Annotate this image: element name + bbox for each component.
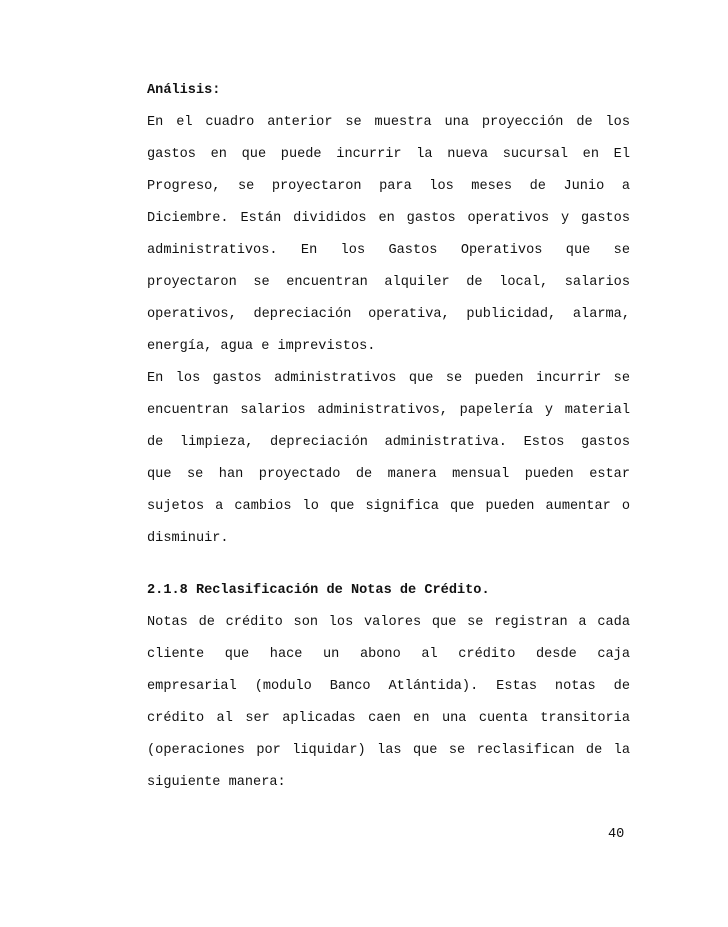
paragraph-line: encuentran salarios administrativos, papelería y material xyxy=(147,403,630,418)
paragraph-line: En el cuadro anterior se muestra una proyección de los xyxy=(147,115,630,130)
paragraph-line: (operaciones por liquidar) las que se reclasifican de la xyxy=(147,743,630,758)
analysis-heading: Análisis: xyxy=(147,83,221,98)
paragraph-line: crédito al ser aplicadas caen en una cuenta transitoria xyxy=(147,711,630,726)
paragraph-line: proyectaron se encuentran alquiler de local, salarios xyxy=(147,275,630,290)
paragraph-line: siguiente manera: xyxy=(147,775,286,790)
paragraph-line: Notas de crédito son los valores que se registran a cada xyxy=(147,615,630,630)
paragraph-line: de limpieza, depreciación administrativa. Estos gastos xyxy=(147,435,630,450)
paragraph-line: En los gastos administrativos que se pueden incurrir se xyxy=(147,371,630,386)
paragraph-line: disminuir. xyxy=(147,531,229,546)
paragraph-line: empresarial (modulo Banco Atlántida). Estas notas de xyxy=(147,679,630,694)
paragraph-line: cliente que hace un abono al crédito desde caja xyxy=(147,647,630,662)
paragraph-line: operativos, depreciación operativa, publicidad, alarma, xyxy=(147,307,630,322)
paragraph-line: Progreso, se proyectaron para los meses de Junio a xyxy=(147,179,630,194)
paragraph-line: administrativos. En los Gastos Operativos que se xyxy=(147,243,630,258)
paragraph-line: gastos en que puede incurrir la nueva sucursal en El xyxy=(147,147,630,162)
page-number: 40 xyxy=(608,827,625,842)
paragraph-line: sujetos a cambios lo que significa que pueden aumentar o xyxy=(147,499,630,514)
paragraph-line: energía, agua e imprevistos. xyxy=(147,339,376,354)
section-heading: 2.1.8 Reclasificación de Notas de Crédito. xyxy=(147,583,490,598)
paragraph-line: que se han proyectado de manera mensual pueden estar xyxy=(147,467,630,482)
paragraph-line: Diciembre. Están divididos en gastos operativos y gastos xyxy=(147,211,630,226)
